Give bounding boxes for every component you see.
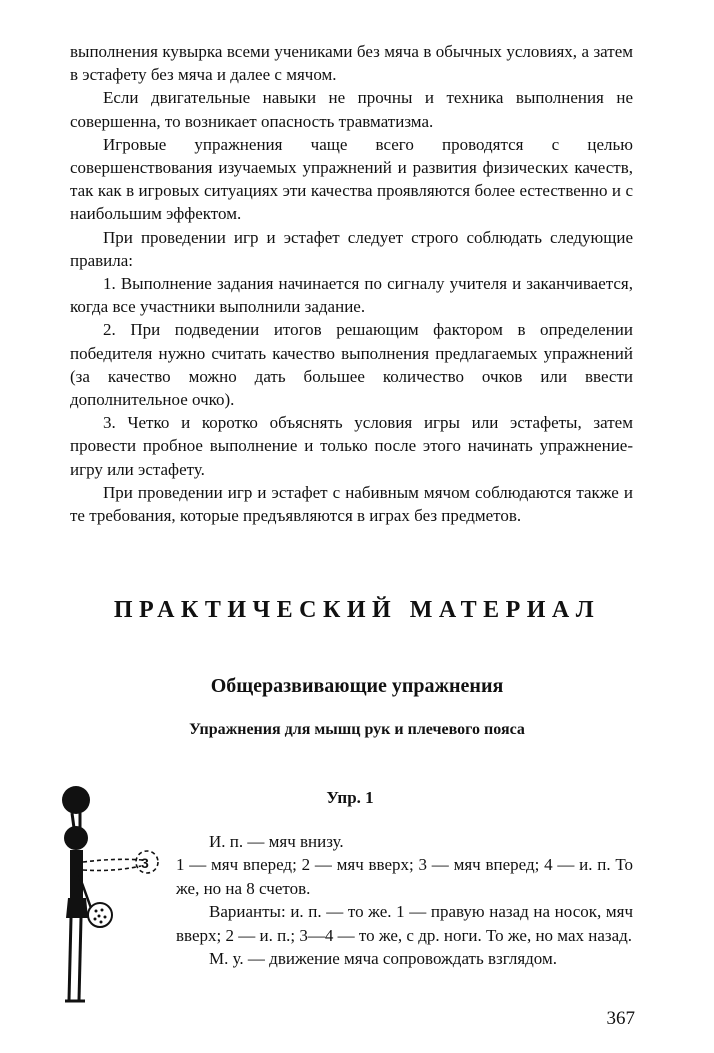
exercise-variants: Варианты: и. п. — то же. 1 — правую назад на носок, мяч вверх; 2 — и. п.; 3—4 — то же, с др. ноги. То же, но мах назад. (176, 902, 633, 945)
motion-path-dashed (83, 859, 143, 862)
paragraph-rule-2: 2. При подведении итогов решающим фактором в определении победителя нужно считать качество выполнения предлагаемых упражнений (за качество можно дать большее количество очков или ввести дополнительное очко). (70, 320, 633, 410)
paragraph-trauma-risk: Если двигательные навыки не прочны и техника выполнения не совершенна, то возникает опасность травматизма. (70, 88, 633, 131)
page-number: 367 (606, 1008, 635, 1029)
ball-overhead (62, 786, 90, 814)
exercise-figure-illustration (55, 780, 175, 1015)
exercise-title: Упр. 1 (326, 788, 374, 807)
exercise-start-position: И. п. — мяч внизу. (209, 832, 344, 851)
paragraph-rule-3: 3. Четко и коротко объяснять условия игры или эстафеты, затем провести пробное выполнение и только после этого начинать упражнение-игру или эстафету. (70, 413, 633, 479)
paragraph-game-exercises: Игровые упражнения чаще всего проводятся с целью совершенствования изучаемых упражнений и развития физических качеств, так как в игровых ситуациях эти качества проявляются более естественно и с наибольшим эффектом. (70, 134, 633, 224)
subsection-title: Общеразвивающие упражнения (210, 675, 504, 697)
paragraph-rule-1: 1. Выполнение задания начинается по сигналу учителя и заканчивается, когда все участники выполнили задание. (70, 274, 633, 317)
figure-head (64, 826, 88, 850)
paragraph-medicine-ball: При проведении игр и эстафет с набивным мячом соблюдаются также и те требования, которые предъявляются в играх без предметов. (70, 482, 633, 526)
svg-text:3: 3 (141, 855, 149, 871)
exercise-steps: 1 — мяч вперед; 2 — мяч вверх; 3 — мяч вперед; 4 — и. п. То же, но на 8 счетов. (176, 855, 633, 898)
exercise-text (176, 830, 633, 970)
section-title: ПРАКТИЧЕСКИЙ МАТЕРИАЛ (113, 597, 601, 623)
paragraph-rules-intro: При проведении игр и эстафет следует строго соблюдать следующие правила: (70, 227, 633, 270)
body-text (70, 40, 633, 527)
paragraph-continuation: выполнения кувырка всеми учениками без мяча в обычных условиях, а затем в эстафету без мяча и далее с мячом. (70, 42, 633, 85)
subsubsection-title: Упражнения для мышц рук и плечевого пояса (189, 721, 525, 738)
exercise-method-note: М. у. — движение мяча сопровождать взглядом. (209, 949, 557, 969)
